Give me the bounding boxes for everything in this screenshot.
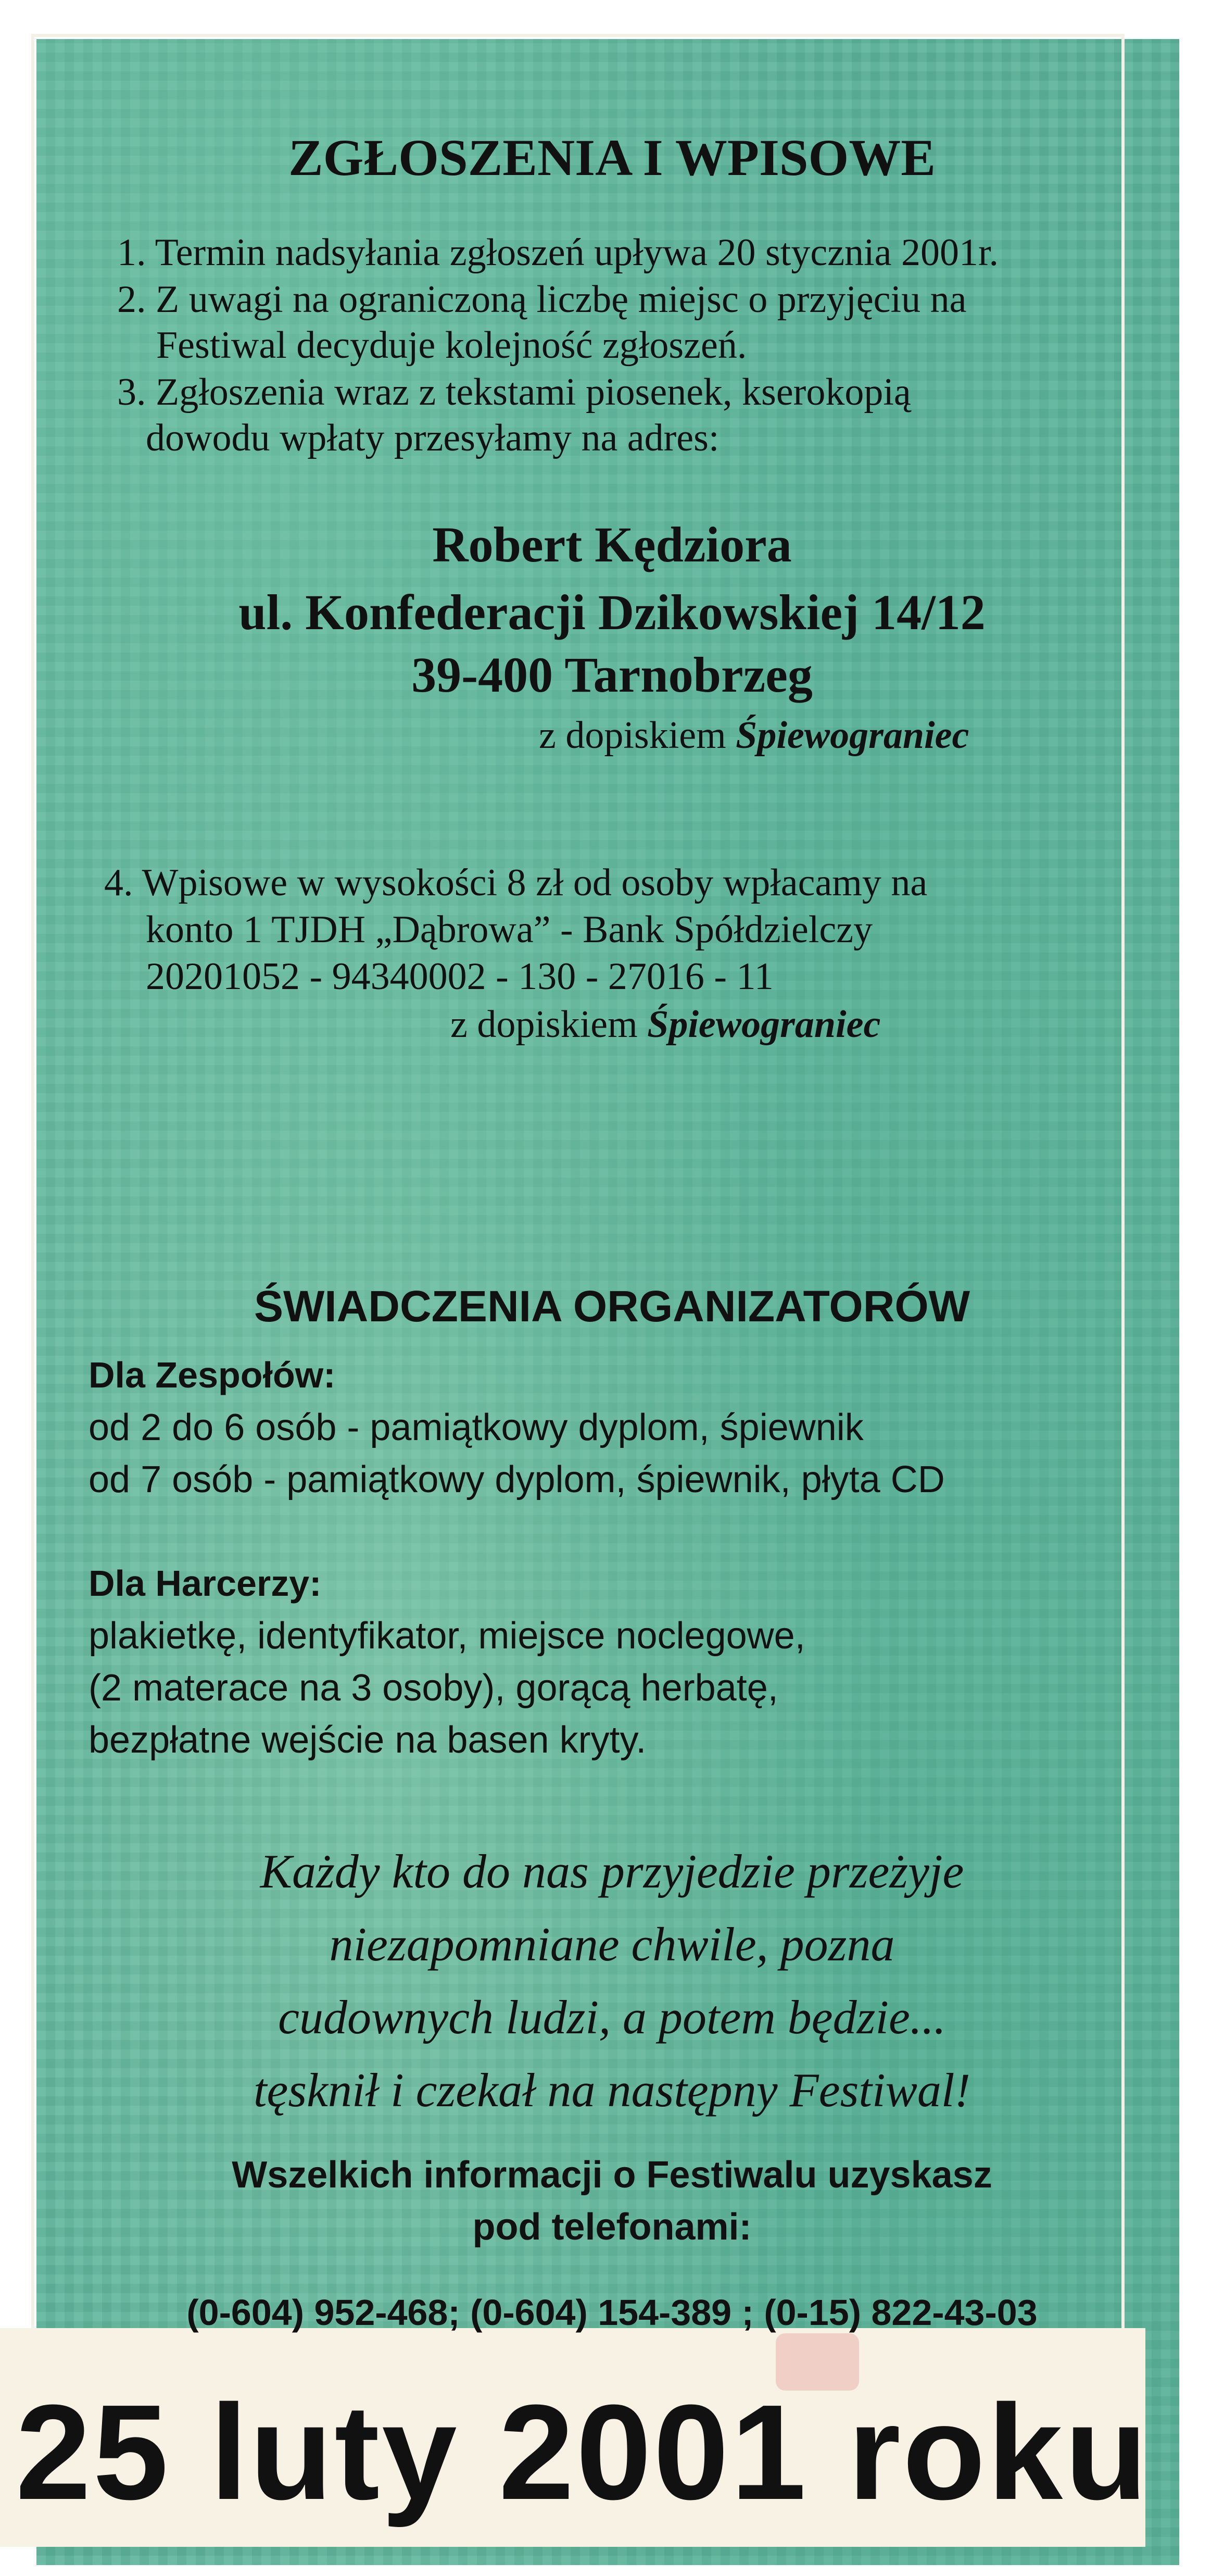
scouts-line-3: bezpłatne wejście na basen kryty. <box>89 1719 647 1761</box>
quote-line-1: Każdy kto do nas przyjedzie przeżyje <box>260 1845 964 1898</box>
teams-line-2: od 7 osób - pamiątkowy dyplom, śpiewnik, płyta CD <box>89 1459 945 1500</box>
fee-line-1: 4. Wpisowe w wysokości 8 zł od osoby wpłacamy na <box>104 861 928 904</box>
registration-item-2: 2. Z uwagi na ograniczoną liczbę miejsc o przyjęciu na <box>117 278 967 321</box>
fee-note-prefix: z dopiskiem <box>450 1003 638 1046</box>
fee-note <box>450 1003 880 1047</box>
fee-line-3: 20201052 - 94340002 - 130 - 27016 - 11 <box>146 955 774 998</box>
contact-line-1: Wszelkich informacji o Festiwalu uzyskasz <box>232 2154 992 2196</box>
scouts-line-2: (2 materace na 3 osoby), gorącą herbatę, <box>89 1667 778 1709</box>
date-banner: 25 luty 2001 roku <box>16 2377 1150 2528</box>
fee-line-2: konto 1 TJDH „Dąbrowa” - Bank Spółdzielczy <box>146 908 873 951</box>
quote-line-2: niezapomniane chwile, pozna <box>329 1918 895 1971</box>
teams-line-1: od 2 do 6 osób - pamiątkowy dyplom, śpiewnik <box>89 1407 864 1448</box>
scouts-heading: Dla Harcerzy: <box>89 1563 322 1604</box>
address-note-keyword: Śpiewograniec <box>736 714 969 757</box>
benefits-title: ŚWIADCZENIA ORGANIZATORÓW <box>254 1282 970 1331</box>
address-city: 39-400 Tarnobrzeg <box>411 647 813 703</box>
registration-item-3: 3. Zgłoszenia wraz z tekstami piosenek, kserokopią <box>117 371 911 414</box>
quote-line-3: cudownych ludzi, a potem będzie... <box>278 1991 946 2044</box>
registration-title: ZGŁOSZENIA I WPISOWE <box>288 129 936 186</box>
address-note <box>539 714 969 758</box>
teams-heading: Dla Zespołów: <box>89 1355 336 1395</box>
fee-note-keyword: Śpiewograniec <box>647 1003 881 1046</box>
address-street: ul. Konfederacji Dzikowskiej 14/12 <box>238 584 986 640</box>
registration-item-1: 1. Termin nadsyłania zgłoszeń upływa 20 stycznia 2001r. <box>117 231 999 274</box>
scouts-line-1: plakietkę, identyfikator, miejsce noclegowe, <box>89 1615 805 1657</box>
address-name: Robert Kędziora <box>432 517 792 572</box>
registration-item-3-cont: dowodu wpłaty przesyłamy na adres: <box>146 417 720 459</box>
quote-line-4: tęsknił i czekał na następny Festiwal! <box>253 2064 971 2117</box>
registration-item-2-cont: Festiwal decyduje kolejność zgłoszeń. <box>156 324 747 367</box>
contact-phones: (0-604) 952-468; (0-604) 154-389 ; (0-15) 822-43-03 <box>186 2292 1038 2333</box>
address-note-prefix: z dopiskiem <box>539 714 726 757</box>
contact-line-2: pod telefonami: <box>472 2206 752 2248</box>
